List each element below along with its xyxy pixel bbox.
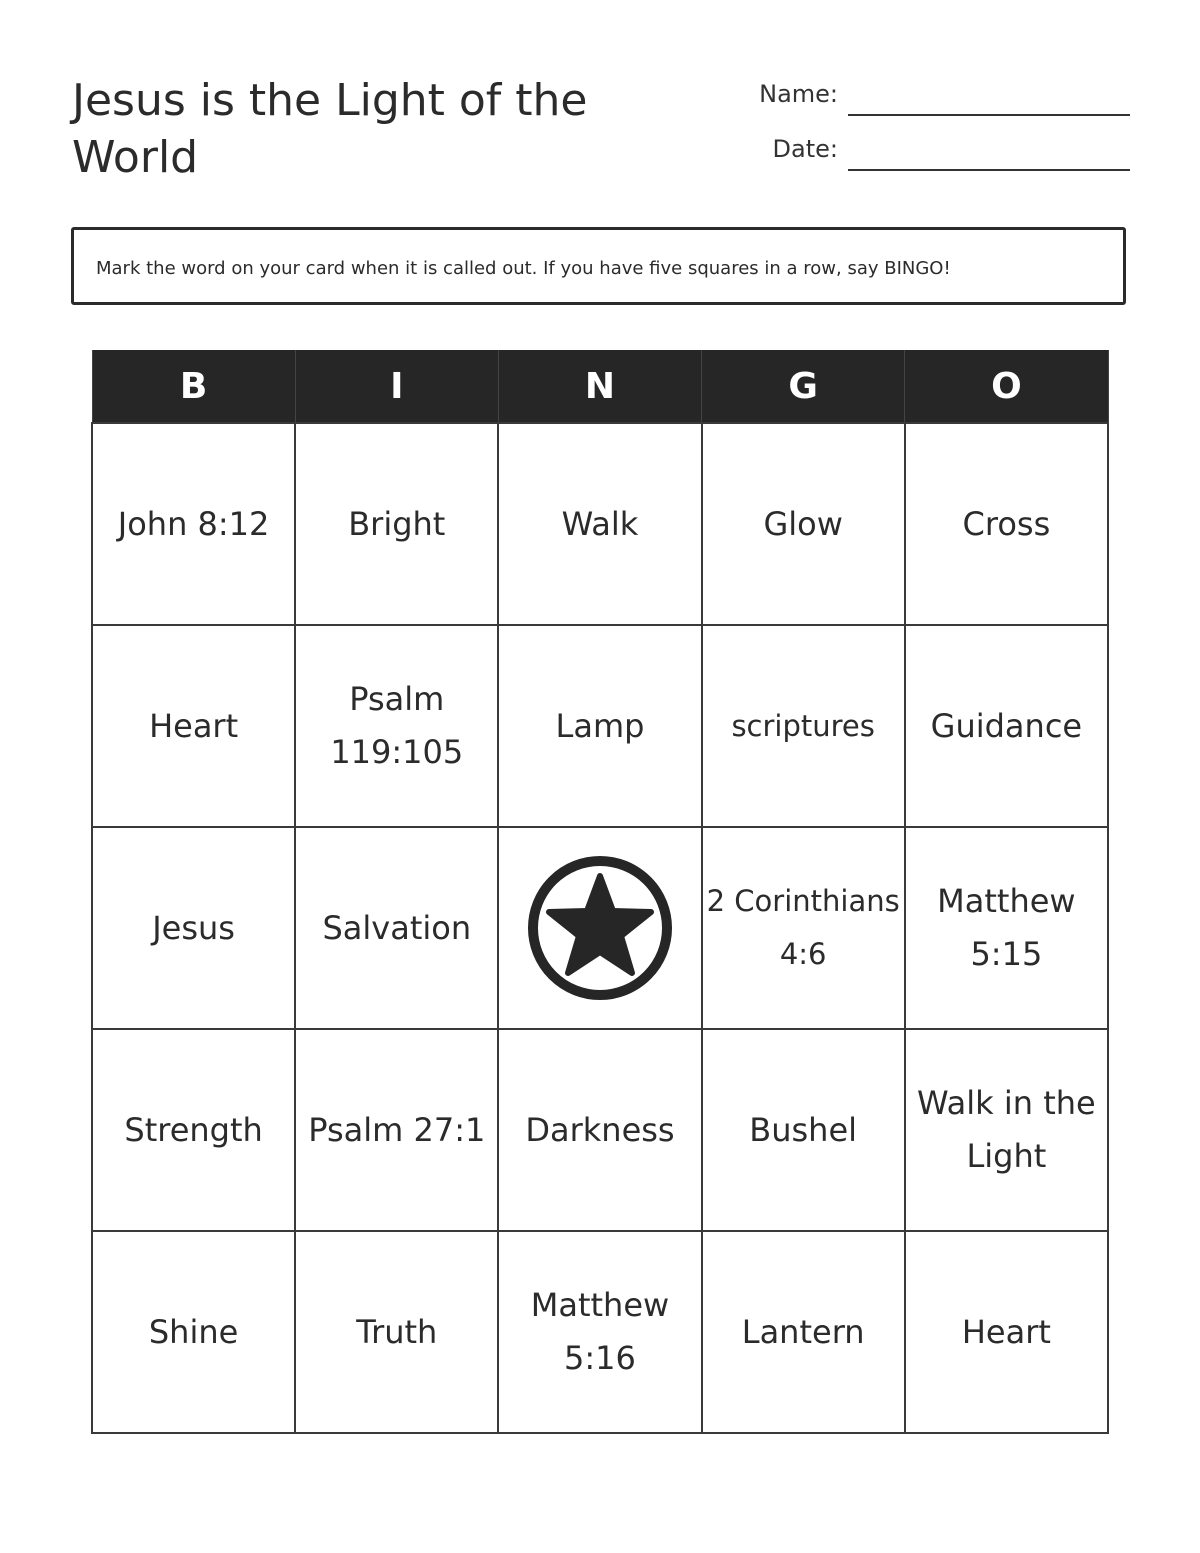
bingo-cell[interactable]: Heart [92,625,295,827]
bingo-cell[interactable]: Darkness [498,1029,701,1231]
bingo-row [92,423,1108,625]
free-space-cell[interactable] [498,827,701,1029]
name-line[interactable] [848,114,1130,116]
bingo-cell[interactable]: Glow [702,423,905,625]
date-label: Date: [772,135,838,163]
bingo-cell[interactable]: 2 Corinthians 4:6 [702,827,905,1029]
column-header-i: I [295,350,498,423]
bingo-cell[interactable]: Psalm 27:1 [295,1029,498,1231]
bingo-cell[interactable]: Lamp [498,625,701,827]
name-label: Name: [759,80,838,108]
bingo-row [92,827,1108,1029]
bingo-cell[interactable]: Jesus [92,827,295,1029]
bingo-cell[interactable]: Walk in the Light [905,1029,1108,1231]
bingo-row [92,1231,1108,1433]
bingo-cell[interactable]: Bright [295,423,498,625]
bingo-cell[interactable]: Matthew 5:16 [498,1231,701,1433]
bingo-cell[interactable]: Bushel [702,1029,905,1231]
bingo-cell[interactable]: Lantern [702,1231,905,1433]
column-header-g: G [702,350,905,423]
instructions-text: Mark the word on your card when it is called out. If you have five squares in a row, say BINGO! [96,258,951,279]
column-header-b: B [92,350,295,423]
bingo-cell[interactable]: Salvation [295,827,498,1029]
bingo-row [92,1029,1108,1231]
bingo-card [91,350,1109,1434]
date-line[interactable] [848,169,1130,171]
bingo-cell[interactable]: Guidance [905,625,1108,827]
bingo-row [92,625,1108,827]
bingo-cell[interactable]: Strength [92,1029,295,1231]
name-field[interactable] [700,76,1130,116]
date-field[interactable] [700,131,1130,171]
bingo-cell[interactable]: Shine [92,1231,295,1433]
page-title: Jesus is the Light of the World [72,75,588,183]
bingo-cell[interactable]: John 8:12 [92,423,295,625]
bingo-cell[interactable]: Psalm 119:105 [295,625,498,827]
star-in-circle-icon [526,854,674,1002]
column-header-n: N [498,350,701,423]
bingo-cell[interactable]: Heart [905,1231,1108,1433]
bingo-cell[interactable]: Truth [295,1231,498,1433]
bingo-cell[interactable]: Walk [498,423,701,625]
bingo-header-row [92,350,1108,423]
column-header-o: O [905,350,1108,423]
instructions-box [71,227,1126,305]
bingo-cell[interactable]: Cross [905,423,1108,625]
bingo-cell[interactable]: scriptures [702,625,905,827]
bingo-cell[interactable]: Matthew 5:15 [905,827,1108,1029]
